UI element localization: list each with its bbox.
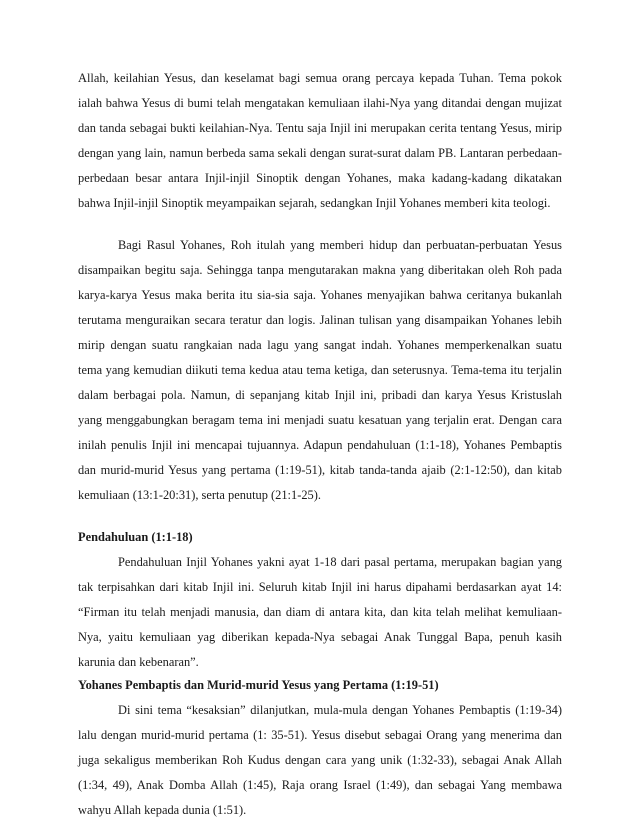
paragraph-line: Allah, keilahian Yesus, dan keselamat bagi semua orang percaya kepada Tuhan. Tema pokok xyxy=(78,71,562,85)
paragraph-line: karya-karya Yesus maka berita itu sia-sia saja. Yohanes menyajikan bahwa ceritanya bukanlah xyxy=(78,288,562,303)
paragraph-line: dalam berbagai pola. Namun, di sepanjang kitab Injil ini, pribadi dan karya Yesus Kristuslah xyxy=(78,388,562,402)
paragraph-line: ialah bahwa Yesus di bumi telah mengatakan kemuliaan ilahi-Nya yang ditandai dengan mujizat xyxy=(78,96,562,110)
paragraph-line: terutama menguraikan secara teratur dan logis. Jalinan tulisan yang disampaikan Yohanes lebih xyxy=(78,313,562,328)
paragraph-line: disampaikan begitu saja. Sehingga tanpa mengutarakan makna yang diberitakan oleh Roh pada xyxy=(78,263,562,278)
section-heading: Yohanes Pembaptis dan Murid-murid Yesus yang Pertama (1:19-51) xyxy=(78,678,439,693)
paragraph-line: Pendahuluan Injil Yohanes yakni ayat 1-18 dari pasal pertama, merupakan bagian yang xyxy=(118,555,562,570)
paragraph-line: tak terpisahkan dari kitab Injil ini. Seluruh kitab Injil ini harus dipahami berdasarkan ayat 14: xyxy=(78,580,562,595)
paragraph-line: karunia dan kebenaran”. xyxy=(78,655,199,670)
paragraph-line: Nya, yaitu kemuliaan yag diberikan kepada-Nya sebagai Anak Tunggal Bapa, penuh kasih xyxy=(78,630,562,645)
paragraph-line: bahwa Injil-injil Sinoptik meyampaikan sejarah, sedangkan Injil Yohanes memberi kita teologi. xyxy=(78,195,551,210)
paragraph-line: tema yang kemudian diikuti tema kedua atau tema ketiga, dan seterusnya. Tema-tema itu terjalin xyxy=(78,363,562,377)
paragraph-line: inilah penulis Injil ini mencapai tujuannya. Adapun pendahuluan (1:1-18), Yohanes Pembaptis xyxy=(78,438,562,452)
paragraph-line: dan murid-murid Yesus yang pertama (1:19-51), kitab tanda-tanda ajaib (2:1-12:50), dan kitab xyxy=(78,462,562,477)
paragraph-line: Di sini tema “kesaksian” dilanjutkan, mula-mula dengan Yohanes Pembaptis (1:19-34) xyxy=(118,703,562,718)
paragraph-line: “Firman itu telah menjadi manusia, dan diam di antara kita, dan kita telah melihat kemuliaan- xyxy=(78,605,562,620)
paragraph-line: lalu dengan murid-murid pertama (1: 35-51). Yesus disebut sebagai Orang yang menerima dan xyxy=(78,728,562,743)
paragraph-line: wahyu Allah kepada dunia (1:51). xyxy=(78,803,247,817)
paragraph-line: (1:34, 49), Anak Domba Allah (1:45), Raja orang Israel (1:49), dan sebagai Yang membawa xyxy=(78,778,562,792)
paragraph-line: juga sekaligus memberikan Roh Kudus dengan cara yang unik (1:32-33), sebagai Anak Allah xyxy=(78,753,562,767)
paragraph-line: yang menggabungkan beragam tema ini menjadi suatu kesatuan yang terjalin erat. Dengan cara xyxy=(78,413,562,427)
paragraph-line: perbedaan besar antara Injil-injil Sinoptik dengan Yohanes, maka kadang-kadang dikatakan xyxy=(78,170,562,185)
paragraph-line: Bagi Rasul Yohanes, Roh itulah yang memberi hidup dan perbuatan-perbuatan Yesus xyxy=(118,238,562,253)
paragraph-line: dengan yang lain, namun berbeda sama sekali dengan surat-surat dalam PB. Lantaran perbedaan- xyxy=(78,145,562,160)
section-heading: Pendahuluan (1:1-18) xyxy=(78,530,193,545)
paragraph-line: dan tanda sebagai bukti keilahian-Nya. Tentu saja Injil ini merupakan cerita tentang Yesus, mirip xyxy=(78,121,562,135)
paragraph-line: mirip dengan suatu rangkaian nada lagu yang sangat indah. Yohanes memperkenalkan suatu xyxy=(78,338,562,353)
paragraph-line: kemuliaan (13:1-20:31), serta penutup (21:1-25). xyxy=(78,487,321,502)
